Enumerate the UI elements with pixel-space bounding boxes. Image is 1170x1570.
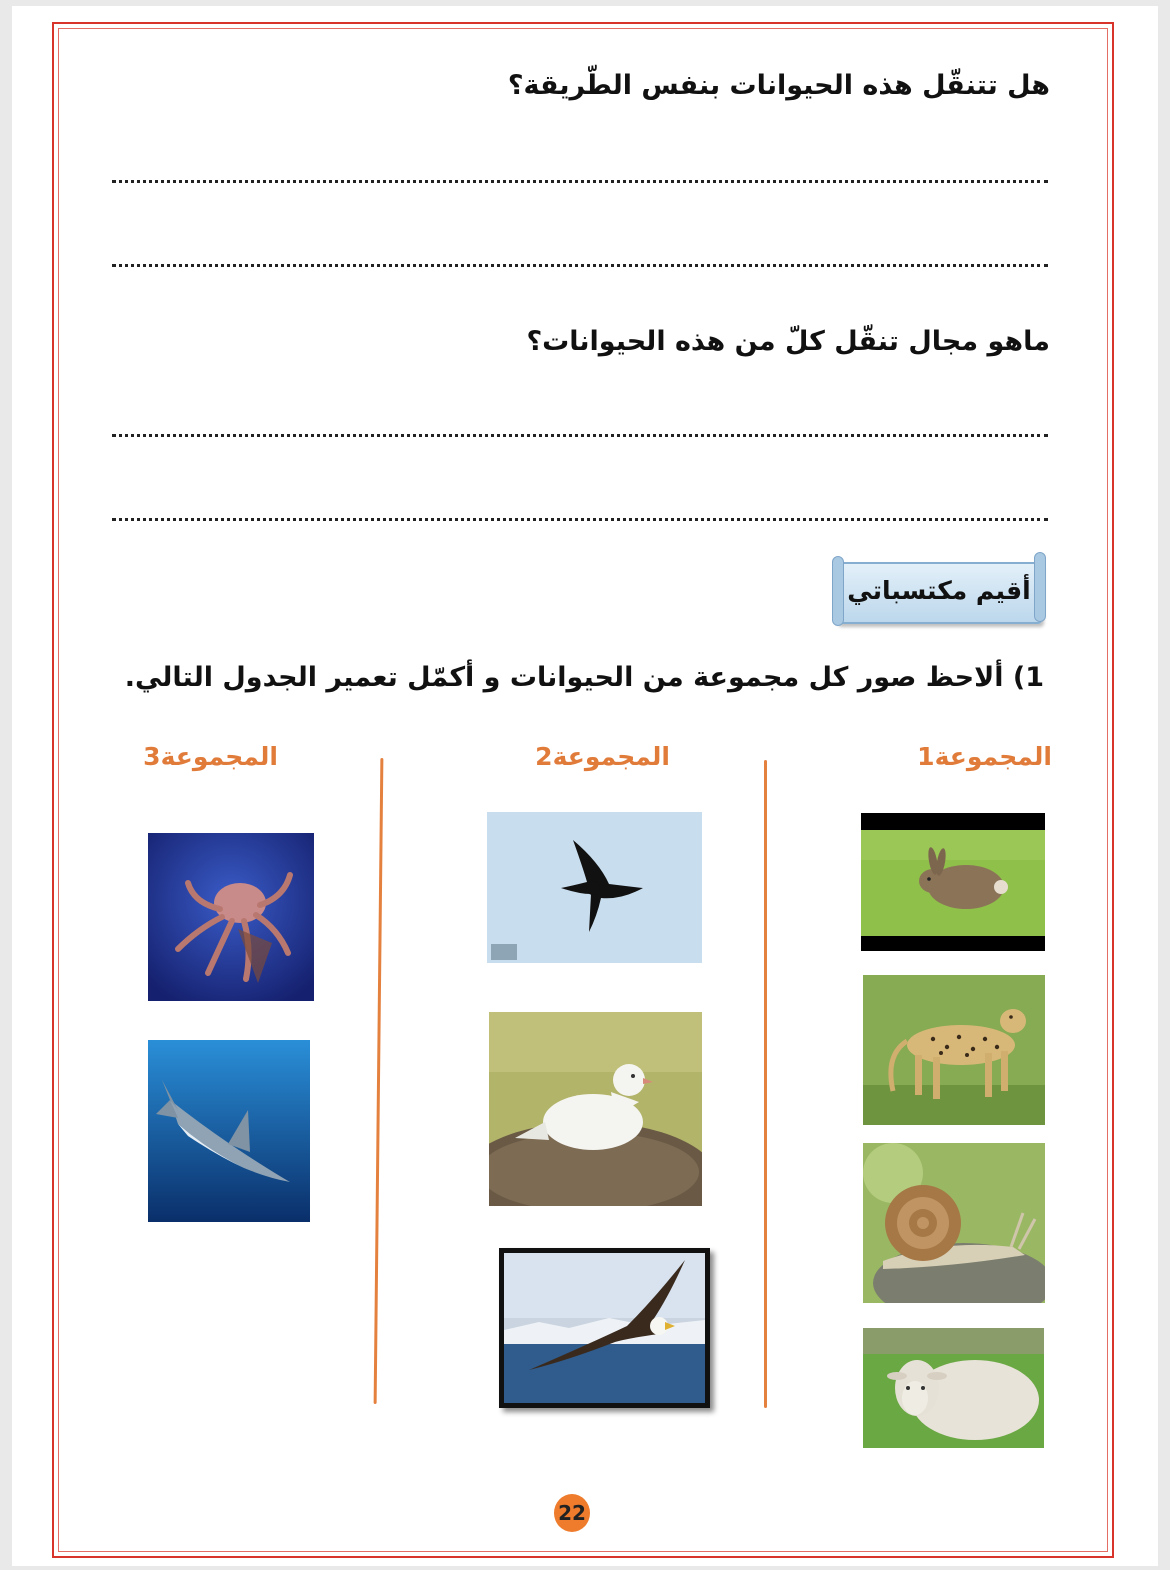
- answer-line[interactable]: [112, 434, 1048, 437]
- answer-line[interactable]: [112, 180, 1048, 183]
- shark-photo: [148, 1040, 310, 1222]
- group-1-label: المجموعة1: [917, 742, 1052, 771]
- group-3-label: المجموعة3: [143, 742, 278, 771]
- eagle-photo: [499, 1248, 710, 1408]
- instruction-text: 1) ألاحظ صور كل مجموعة من الحيوانات و أكمّل تعمير الجدول التالي.: [124, 662, 1044, 693]
- sheep-photo: [863, 1328, 1044, 1448]
- rabbit-photo: [861, 813, 1045, 951]
- section-banner: [832, 552, 1046, 632]
- answer-line[interactable]: [112, 518, 1048, 521]
- dove-photo: [489, 1012, 702, 1206]
- octopus-photo: [148, 833, 314, 1001]
- column-divider: [764, 760, 767, 1408]
- group-2-label: المجموعة2: [535, 742, 670, 771]
- snail-photo: [863, 1143, 1045, 1303]
- question-same-movement: هل تتنقّل هذه الحيوانات بنفس الطّريقة؟: [507, 70, 1050, 101]
- answer-line[interactable]: [112, 264, 1048, 267]
- cheetah-photo: [863, 975, 1045, 1125]
- page-number-badge: 22: [554, 1494, 590, 1532]
- question-movement-domain: ماهو مجال تنقّل كلّ من هذه الحيوانات؟: [526, 326, 1050, 357]
- banner-title: أقيم مكتسباتي: [847, 576, 1031, 605]
- crow-photo: [487, 812, 702, 963]
